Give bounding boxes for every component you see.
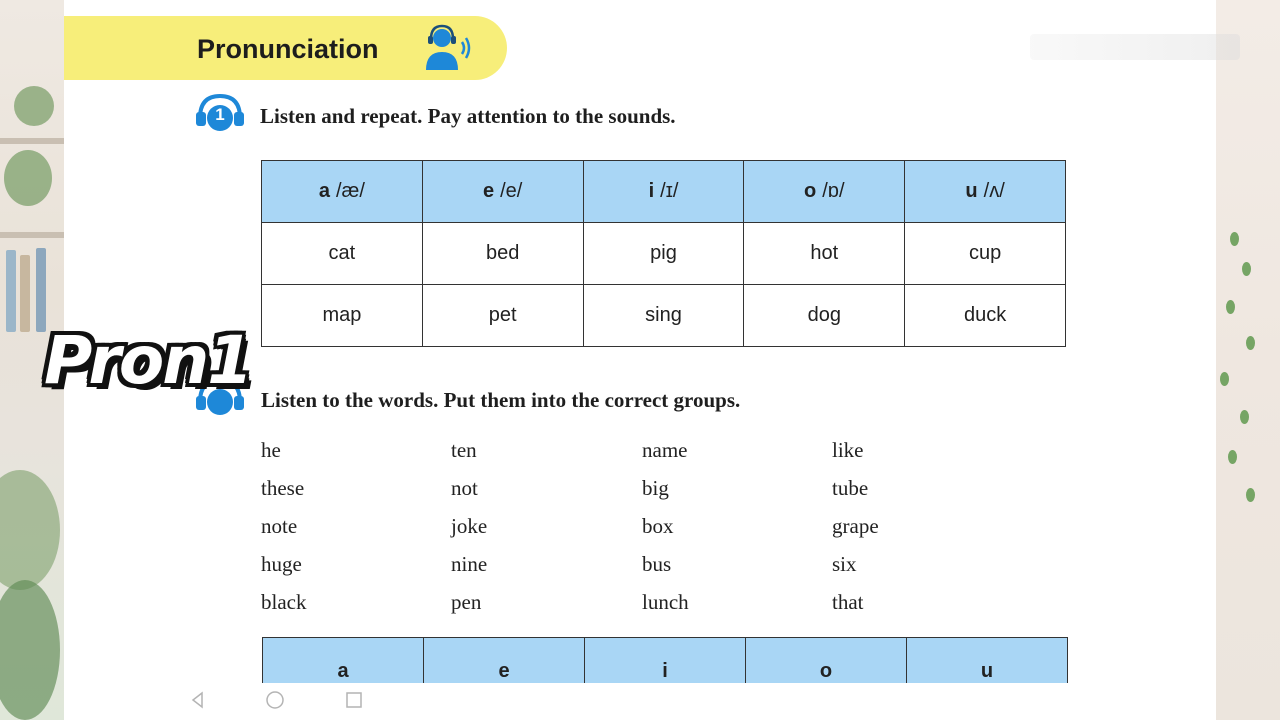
leaf-decor [1230,232,1239,246]
list-item: grape [832,514,879,538]
list-item: joke [451,514,488,538]
header-cell: i /ɪ/ [583,161,744,223]
table-cell: pet [422,285,583,347]
back-icon[interactable] [188,690,208,710]
list-item: not [451,476,478,500]
list-item: ten [451,438,477,462]
leaf-decor [1226,300,1235,314]
leaf-decor [1246,488,1255,502]
group-header-cell: e [424,638,585,686]
table-cell: cat [262,223,423,285]
shelf-decor [0,232,64,238]
leaf-decor [1228,450,1237,464]
list-item: black [261,590,307,614]
leaf-decor [1246,336,1255,350]
exercise-number: 1 [215,105,225,124]
table-row [262,285,1066,347]
table-cell: duck [905,285,1066,347]
leaf-decor [1220,372,1229,386]
list-item: big [642,476,669,500]
word-column [642,438,832,628]
list-item: box [642,514,674,538]
sound-table [261,160,1066,347]
group-header-cell: u [907,638,1068,686]
plant-decor [14,86,54,126]
list-item: note [261,514,298,538]
list-item: name [642,438,688,462]
list-item: tube [832,476,869,500]
shelf-decor [0,138,64,144]
book-decor [20,255,30,332]
group-table-header [263,638,1068,686]
plant-decor [0,580,60,720]
group-table [262,637,1068,686]
leaf-decor [1240,410,1249,424]
exercise2-instruction: Listen to the words. Put them into the correct groups. [261,388,741,412]
home-icon[interactable] [265,690,285,710]
list-item: that [832,590,864,614]
word-column [832,438,1022,628]
recents-icon[interactable] [344,690,364,710]
table-cell: sing [583,285,744,347]
table-cell: dog [744,285,905,347]
table-cell: cup [905,223,1066,285]
exercise1-instruction: Listen and repeat. Pay attention to the sounds. [260,104,676,128]
word-column [261,438,451,628]
list-item: lunch [642,590,689,614]
table-cell: pig [583,223,744,285]
header-cell: e /e/ [422,161,583,223]
list-item: nine [451,552,488,576]
list-item: six [832,552,857,576]
plant-decor [0,470,60,590]
list-item: huge [261,552,302,576]
header-cell: a /æ/ [262,161,423,223]
leaf-decor [1242,262,1251,276]
watermark-logo [1030,34,1240,60]
book-decor [6,250,16,332]
table-cell: hot [744,223,905,285]
header-cell: o /ɒ/ [744,161,905,223]
section-title: Pronunciation [197,34,379,64]
group-header-cell: i [585,638,746,686]
book-decor [36,248,46,332]
list-item: these [261,476,305,500]
headset-speaker-icon [422,24,474,72]
right-decor-background [1216,0,1280,720]
word-column [451,438,641,628]
group-header-cell: a [263,638,424,686]
table-cell: map [262,285,423,347]
list-item: he [261,438,281,462]
list-item: like [832,438,864,462]
group-header-cell: o [746,638,907,686]
plant-decor [4,150,52,206]
list-item: pen [451,590,482,614]
bottom-bar [64,683,1216,720]
sound-table-header [262,161,1066,223]
header-cell: u /ʌ/ [905,161,1066,223]
table-cell: bed [422,223,583,285]
list-item: bus [642,552,672,576]
overlay-label: Pron1 [44,322,252,399]
table-row [262,223,1066,285]
